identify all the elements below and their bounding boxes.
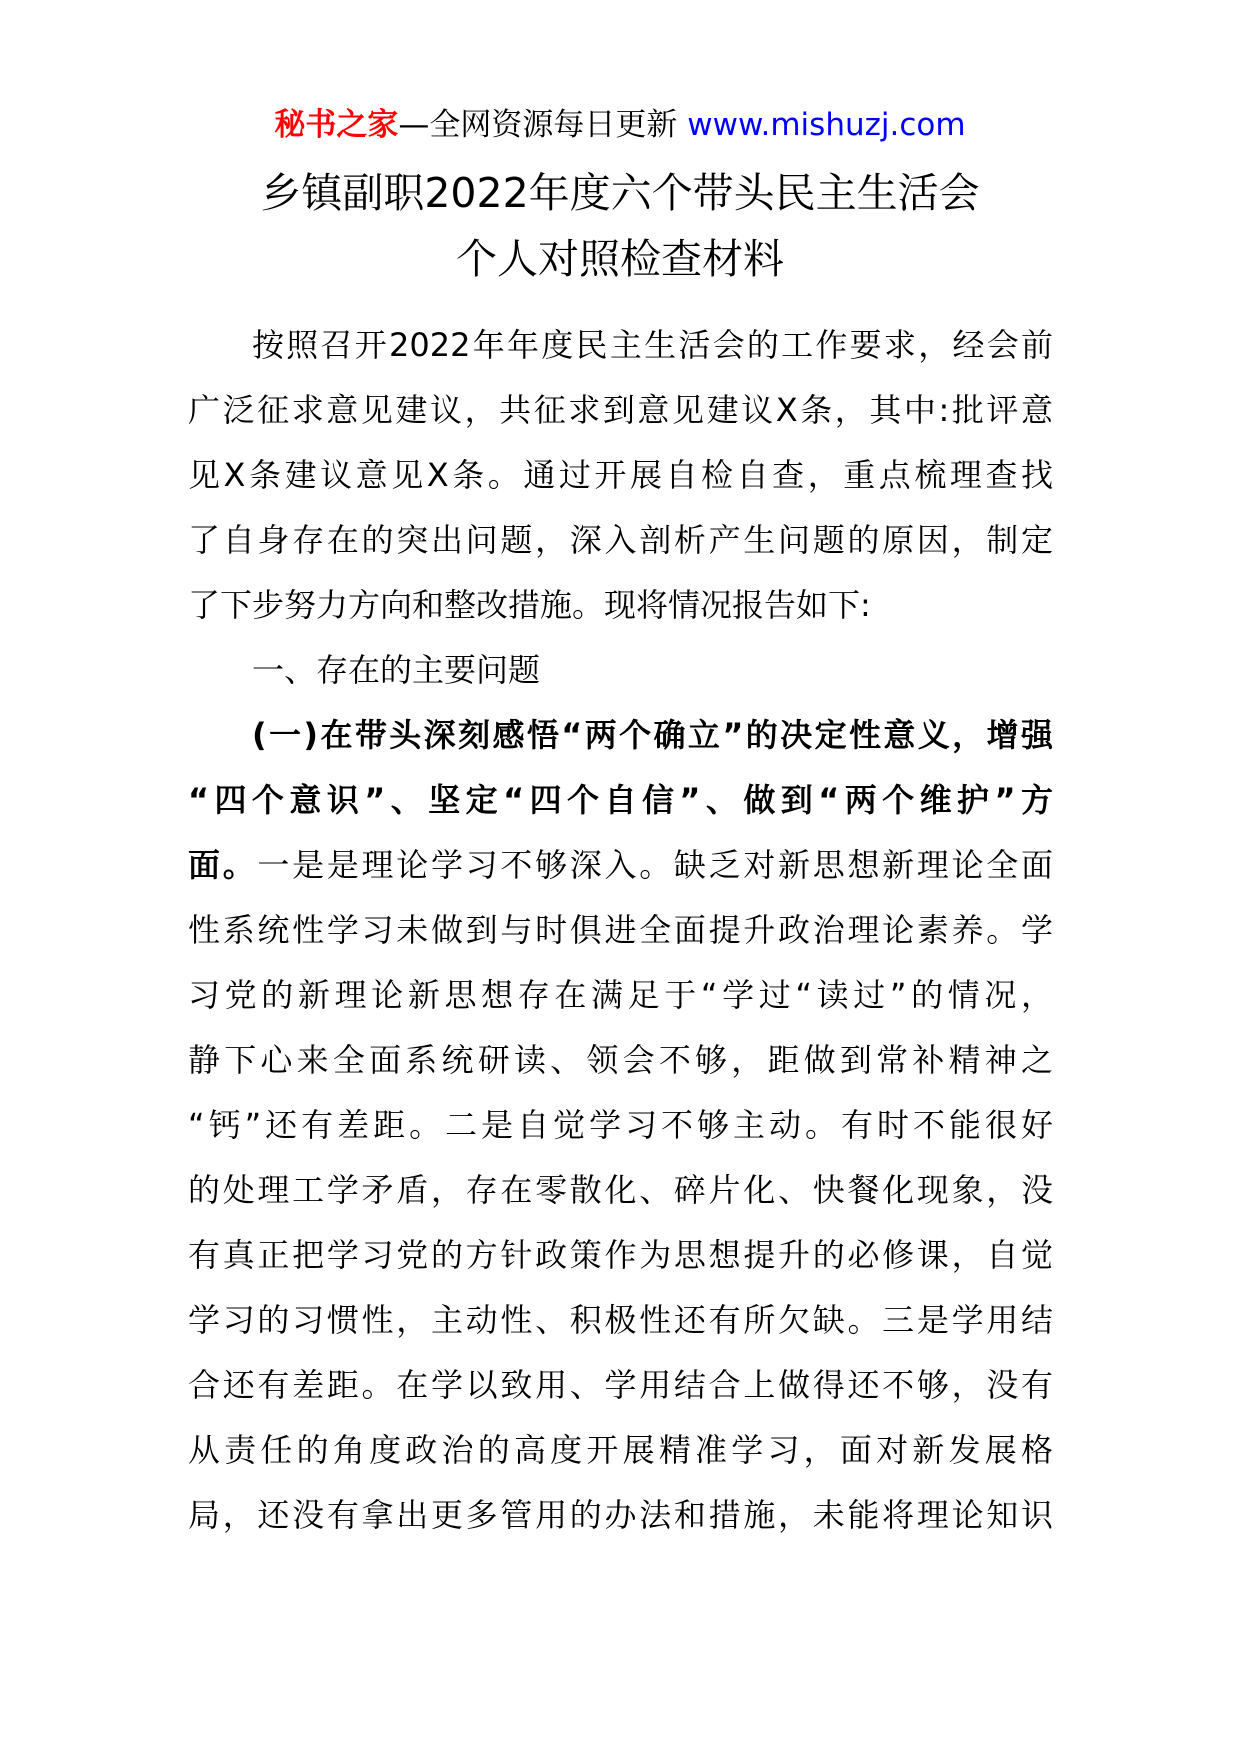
intro-line: 广泛征求意见建议，共征求到意见建议X条，其中:批评意 xyxy=(188,391,1053,429)
paragraph-line xyxy=(188,833,1053,898)
document-body xyxy=(188,313,1053,1548)
site-slogan: —全网资源每日更新 xyxy=(398,107,678,143)
subsection-heading-end: 面。 xyxy=(188,846,258,884)
site-header xyxy=(0,98,1240,152)
paragraph-line: 学习的习惯性，主动性、积极性还有所欠缺。三是学用结 xyxy=(188,1301,1053,1339)
subsection-heading-line: “四个意识”、坚定“四个自信”、做到“两个维护”方 xyxy=(188,781,1053,819)
paragraph-line: 从责任的角度政治的高度开展精准学习，面对新发展格 xyxy=(188,1431,1053,1469)
section-heading: 一、存在的主要问题 xyxy=(252,651,541,689)
site-brand: 秘书之家 xyxy=(274,107,399,143)
paragraph-text: 一是是理论学习不够深入。缺乏对新思想新理论全面 xyxy=(257,846,1053,884)
intro-line: 按照召开2022年年度民主生活会的工作要求，经会前 xyxy=(252,326,1053,364)
intro-line: 了自身存在的突出问题，深入剖析产生问题的原因，制定 xyxy=(188,521,1053,559)
intro-line: 见X条建议意见X条。通过开展自检自查，重点梳理查找 xyxy=(188,456,1053,494)
paragraph-line: 习党的新理论新思想存在满足于“学过“读过”的情况， xyxy=(188,976,1053,1014)
paragraph-line: 局，还没有拿出更多管用的办法和措施，未能将理论知识 xyxy=(188,1496,1053,1534)
paragraph-line: “钙”还有差距。二是自觉学习不够主动。有时不能很好 xyxy=(188,1106,1053,1144)
document-title-line-1: 乡镇副职2022年度六个带头民主生活会 xyxy=(260,169,980,217)
document-title-line-2: 个人对照检查材料 xyxy=(456,235,784,283)
site-url-link[interactable]: www.mishuzj.com xyxy=(687,107,966,143)
intro-line: 了下步努力方向和整改措施。现将情况报告如下: xyxy=(188,586,871,624)
paragraph-line: 有真正把学习党的方针政策作为思想提升的必修课，自觉 xyxy=(188,1236,1053,1274)
subsection-heading-line: (一)在带头深刻感悟“两个确立”的决定性意义，增强 xyxy=(252,716,1053,754)
paragraph-line: 的处理工学矛盾，存在零散化、碎片化、快餐化现象，没 xyxy=(188,1171,1053,1209)
paragraph-line: 静下心来全面系统研读、领会不够，距做到常补精神之 xyxy=(188,1041,1053,1079)
paragraph-line: 性系统性学习未做到与时俱进全面提升政治理论素养。学 xyxy=(188,911,1053,949)
paragraph-line: 合还有差距。在学以致用、学用结合上做得还不够，没有 xyxy=(188,1366,1053,1404)
